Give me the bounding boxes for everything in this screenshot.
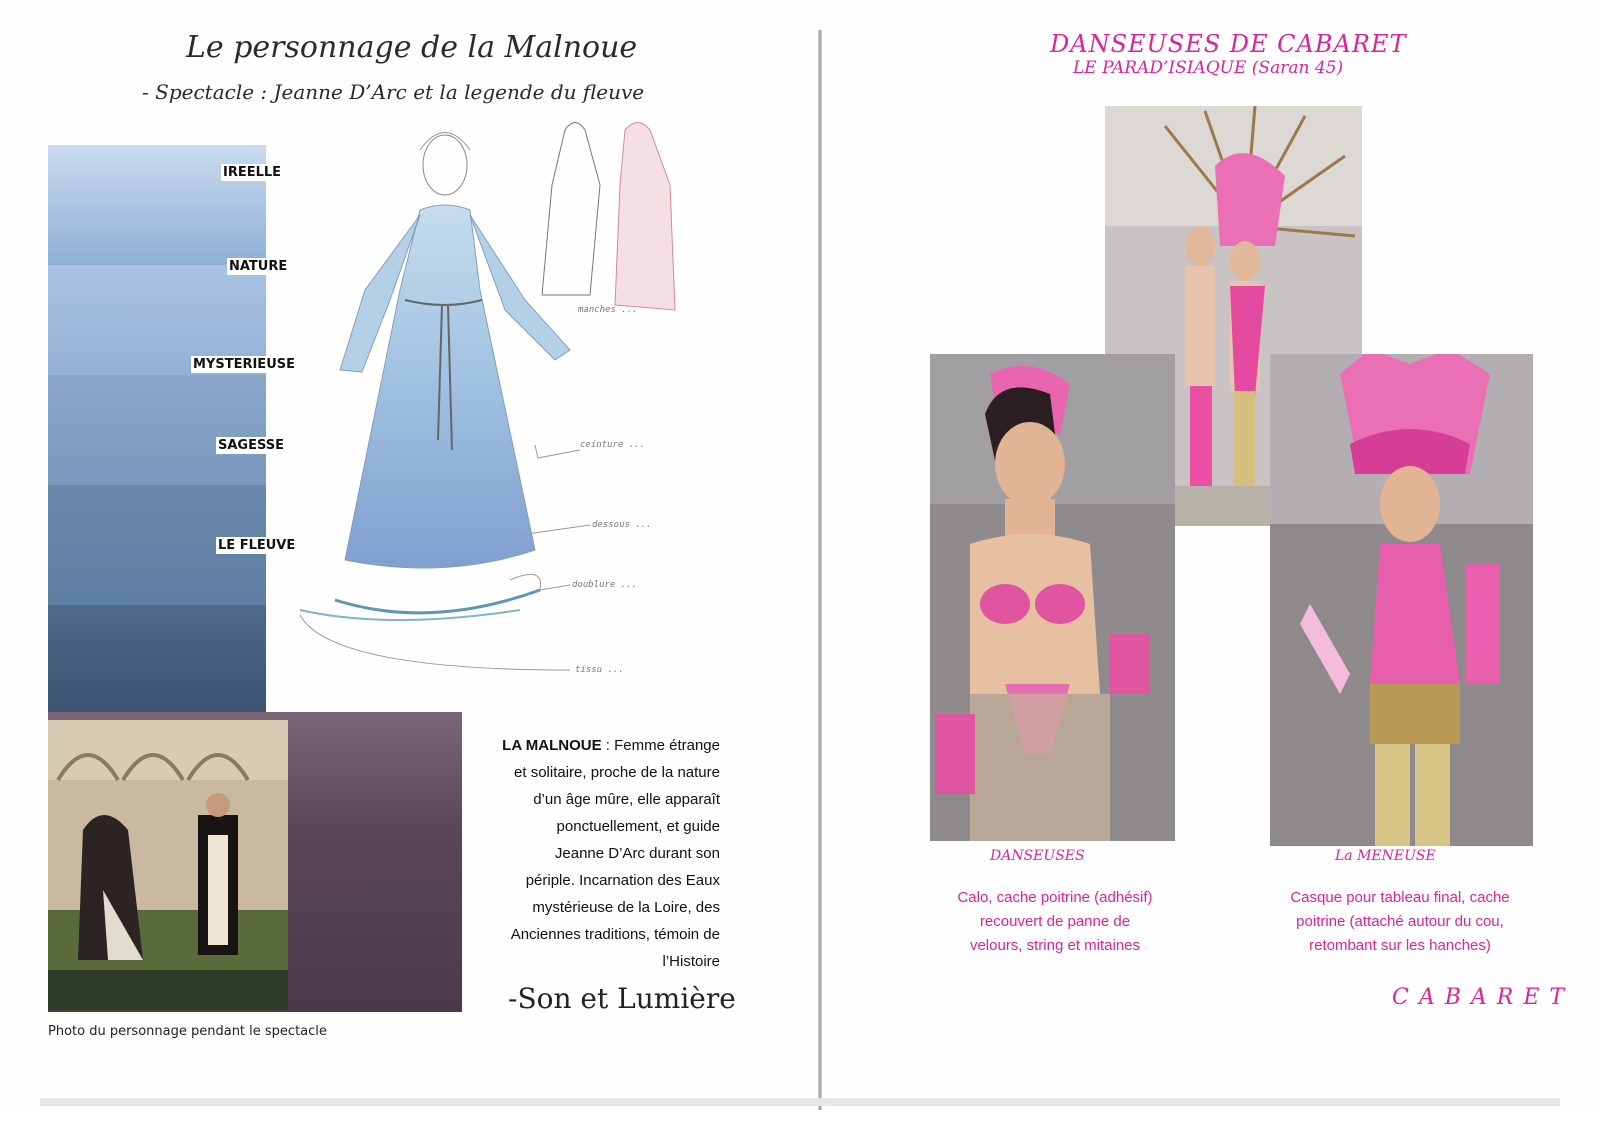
character-name: LA MALNOUE xyxy=(502,737,602,754)
character-description xyxy=(470,732,720,975)
page-subtitle: - Spectacle : Jeanne D’Arc et la legende du fleuve xyxy=(142,80,645,104)
mood-label: MYSTERIEUSE xyxy=(193,357,295,372)
page-title: Le personnage de la Malnoue xyxy=(186,30,638,65)
desc-danseuses xyxy=(925,886,1185,958)
cabaret-footer: CABARET xyxy=(1392,985,1575,1010)
desc-line: recouvert de panne de xyxy=(979,913,1131,930)
color-swatch xyxy=(48,145,266,265)
description-line: mystérieuse de la Loire, des xyxy=(532,899,720,916)
desc-line: retombant sur les hanches) xyxy=(1309,937,1491,954)
desc-line: poitrine (attaché autour du cou, xyxy=(1296,913,1504,930)
description-line: ponctuellement, et guide xyxy=(556,818,720,835)
costume-sketch xyxy=(270,110,710,710)
description-line: périple. Incarnation des Eaux xyxy=(525,872,720,889)
mood-label: IREELLE xyxy=(223,165,282,180)
color-swatch xyxy=(48,375,266,485)
signature-heading: -Son et Lumière xyxy=(508,982,736,1015)
description-line: : Femme étrange xyxy=(605,737,720,754)
sketch-note: manches ... xyxy=(578,305,638,315)
sketch-note: tissu ... xyxy=(575,665,624,675)
mood-label: SAGESSE xyxy=(218,438,284,453)
desc-line: Calo, cache poitrine (adhésif) xyxy=(957,889,1153,906)
description-line: et solitaire, proche de la nature xyxy=(514,764,720,781)
sketch-note: doublure ... xyxy=(572,580,638,590)
desc-line: Casque pour tableau final, cache xyxy=(1290,889,1510,906)
description-line: l’Histoire xyxy=(662,953,720,970)
page-title-right: DANSEUSES DE CABARET xyxy=(1050,30,1407,58)
character-photo xyxy=(48,720,288,1010)
page-subtitle-right: LE PARAD’ISIAQUE (Saran 45) xyxy=(1073,58,1344,78)
description-line: d’un âge mûre, elle apparaît xyxy=(533,791,720,808)
caption-danseuses: DANSEUSES xyxy=(990,848,1085,864)
sketch-note: ceinture ... xyxy=(580,440,646,450)
mood-label: LE FLEUVE xyxy=(218,538,296,553)
costume-sketch-drawing xyxy=(270,110,710,710)
description-line: Jeanne D’Arc durant son xyxy=(554,845,720,862)
desc-line: velours, string et mitaines xyxy=(969,937,1141,954)
caption-meneuse: La MENEUSE xyxy=(1335,848,1436,864)
cabaret-photo-right xyxy=(1270,354,1533,846)
scan-bottom-edge xyxy=(40,1098,1560,1106)
cabaret-photo-left xyxy=(930,354,1175,841)
photo-caption: Photo du personnage pendant le spectacle xyxy=(48,1024,327,1039)
page-fold xyxy=(818,30,822,1110)
sketch-note: dessous ... xyxy=(592,520,652,530)
color-swatch xyxy=(48,605,266,718)
mood-label: NATURE xyxy=(229,259,288,274)
description-line: Anciennes traditions, témoin de xyxy=(510,926,720,943)
desc-meneuse xyxy=(1255,886,1545,958)
